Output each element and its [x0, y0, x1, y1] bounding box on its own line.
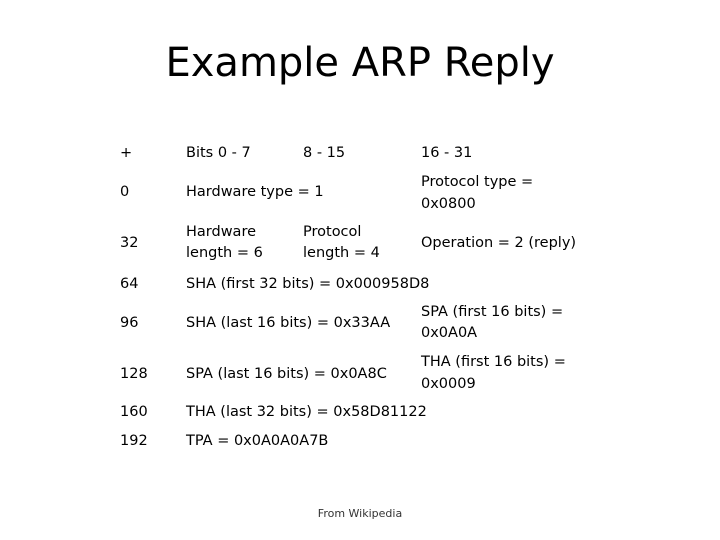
tpa-field: TPA = 0x0A0A0A7B — [186, 433, 329, 449]
hardware-length-value: length = 6 — [186, 245, 263, 261]
tha-first-label: THA (first 16 bits) = — [421, 354, 566, 370]
header-bits-16-31: 16 - 31 — [421, 145, 473, 161]
sha-first-field: SHA (first 32 bits) = 0x000958D8 — [186, 276, 430, 292]
row-offset: 160 — [120, 404, 148, 420]
row-offset: 96 — [120, 315, 139, 331]
sha-last-field: SHA (last 16 bits) = 0x33AA — [186, 315, 391, 331]
hardware-type-field: Hardware type = 1 — [186, 184, 324, 200]
source-credit: From Wikipedia — [317, 507, 403, 520]
row-offset: 64 — [120, 276, 139, 292]
operation-field: Operation = 2 (reply) — [421, 235, 577, 251]
row-offset: 192 — [120, 433, 148, 449]
spa-first-label: SPA (first 16 bits) = — [421, 304, 564, 320]
header-bits-8-15: 8 - 15 — [303, 145, 346, 161]
protocol-type-label: Protocol type = — [421, 174, 534, 190]
header-offset: + — [120, 145, 133, 161]
row-offset: 0 — [120, 184, 130, 200]
row-offset: 32 — [120, 235, 139, 251]
tha-last-field: THA (last 32 bits) = 0x58D81122 — [186, 404, 427, 420]
spa-first-value: 0x0A0A — [421, 325, 478, 341]
protocol-type-value: 0x0800 — [421, 196, 476, 212]
header-bits-0-7: Bits 0 - 7 — [186, 145, 251, 161]
protocol-length-value: length = 4 — [303, 245, 380, 261]
spa-last-field: SPA (last 16 bits) = 0x0A8C — [186, 366, 387, 382]
row-offset: 128 — [120, 366, 148, 382]
protocol-length-label: Protocol — [303, 224, 362, 240]
slide-title: Example ARP Reply — [165, 40, 555, 86]
tha-first-value: 0x0009 — [421, 376, 476, 392]
hardware-length-label: Hardware — [186, 224, 257, 240]
